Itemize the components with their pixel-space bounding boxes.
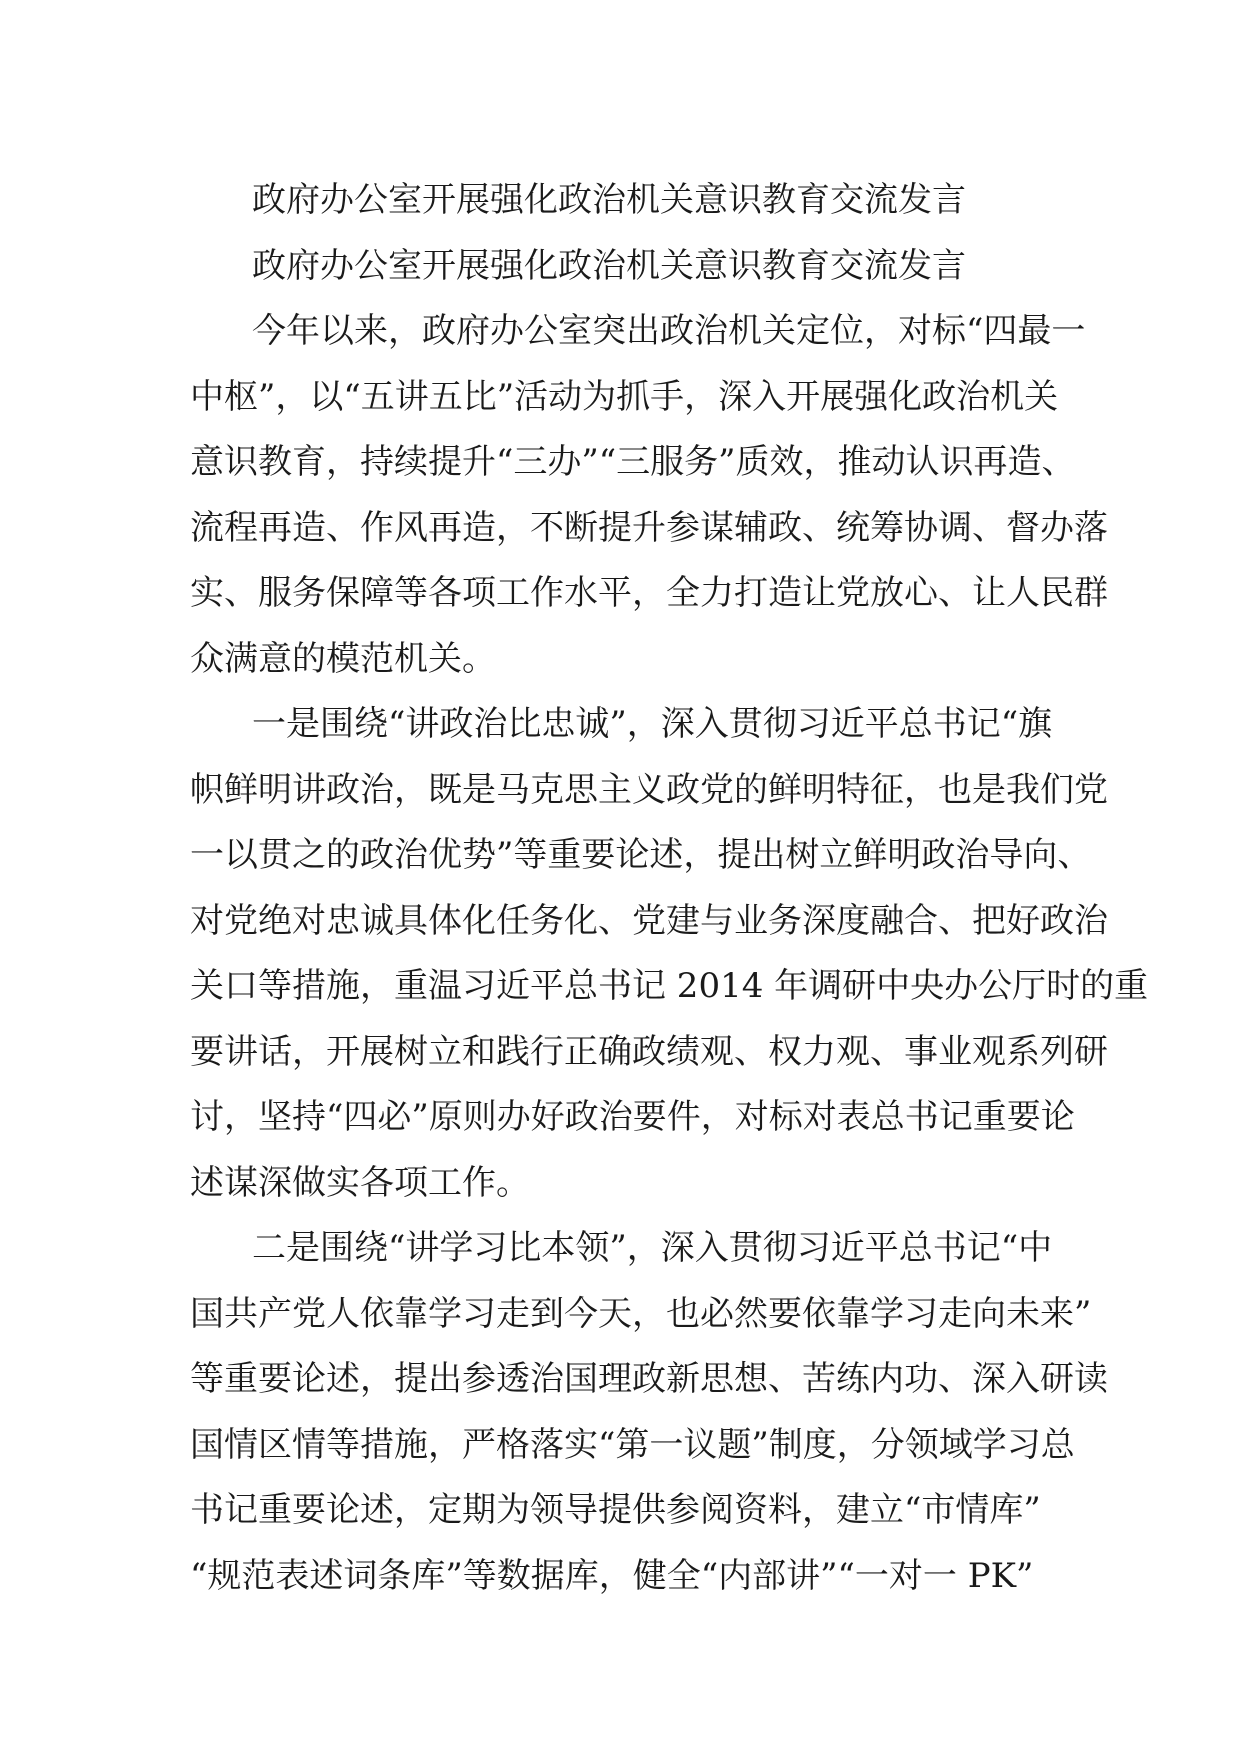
paragraph-line: 关口等措施，重温习近平总书记 2014 年调研中央办公厅时的重	[190, 966, 1149, 1006]
paragraph-line: 中枢”，以“五讲五比”活动为抓手，深入开展强化政治机关	[190, 376, 1059, 417]
paragraph-intro	[190, 299, 1108, 692]
paragraph-line: “规范表述词条库”等数据库，健全“内部讲”“一对一 PK”	[190, 1555, 1034, 1596]
paragraph-line: 国情区情等措施，严格落实“第一议题”制度，分领域学习总	[190, 1424, 1075, 1465]
paragraph-line: 述谋深做实各项工作。	[190, 1162, 530, 1203]
paragraph-line: 国共产党人依靠学习走到今天，也必然要依靠学习走向未来”	[190, 1293, 1092, 1334]
document-subtitle: 政府办公室开展强化政治机关意识教育交流发言	[252, 245, 966, 286]
paragraph-line: 要讲话，开展树立和践行正确政绩观、权力观、事业观系列研	[190, 1031, 1108, 1072]
paragraph-politics	[190, 692, 1149, 1216]
paragraph-learning	[190, 1216, 1108, 1609]
paragraph-line: 等重要论述，提出参透治国理政新思想、苦练内功、深入研读	[190, 1359, 1108, 1399]
paragraph-line: 流程再造、作风再造，不断提升参谋辅政、统筹协调、督办落	[190, 507, 1108, 548]
paragraph-line: 实、服务保障等各项工作水平，全力打造让党放心、让人民群	[190, 573, 1108, 613]
paragraph-line: 众满意的模范机关。	[190, 638, 496, 679]
paragraph-line: 对党绝对忠诚具体化任务化、党建与业务深度融合、把好政治	[190, 900, 1108, 941]
document-body	[190, 168, 1149, 1609]
paragraph-line: 今年以来，政府办公室突出政治机关定位，对标“四最一	[252, 311, 1086, 351]
document-title: 政府办公室开展强化政治机关意识教育交流发言	[252, 180, 966, 220]
paragraph-line: 帜鲜明讲政治，既是马克思主义政党的鲜明特征，也是我们党	[190, 769, 1108, 810]
paragraph-line: 一是围绕“讲政治比忠诚”，深入贯彻习近平总书记“旗	[252, 704, 1053, 744]
paragraph-line: 书记重要论述，定期为领导提供参阅资料，建立“市情库”	[190, 1490, 1041, 1530]
paragraph-line: 意识教育，持续提升“三办”“三服务”质效，推动认识再造、	[190, 442, 1076, 482]
paragraph-line: 一以贯之的政治优势”等重要论述，提出树立鲜明政治导向、	[190, 835, 1092, 875]
paragraph-line: 二是围绕“讲学习比本领”，深入贯彻习近平总书记“中	[252, 1228, 1053, 1268]
paragraph-line: 讨，坚持“四必”原则办好政治要件，对标对表总书记重要论	[190, 1097, 1075, 1137]
